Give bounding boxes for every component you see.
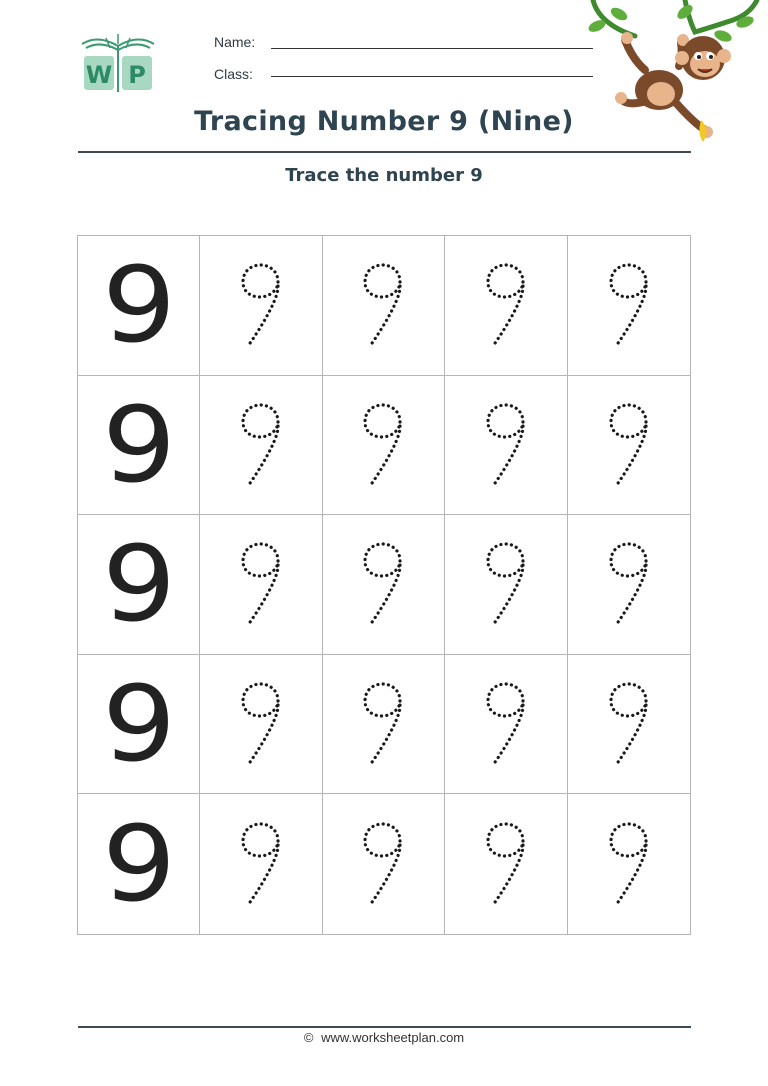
svg-text:W: W (85, 61, 113, 89)
model-digit: 9 (101, 663, 176, 786)
trace-digit-cell[interactable] (445, 794, 567, 934)
dotted-trace-digit[interactable] (602, 541, 656, 627)
name-label: Name: (214, 34, 256, 50)
class-field[interactable] (271, 76, 593, 77)
name-field[interactable] (271, 48, 593, 49)
model-digit-cell (78, 376, 200, 516)
trace-digit-cell[interactable] (200, 655, 322, 795)
model-digit: 9 (101, 523, 176, 646)
trace-digit-cell[interactable] (568, 655, 690, 795)
dotted-trace-digit[interactable] (356, 821, 410, 907)
class-label: Class: (214, 66, 253, 82)
copyright-icon: © (303, 1030, 314, 1045)
trace-digit-cell[interactable] (445, 655, 567, 795)
trace-digit-cell[interactable] (323, 376, 445, 516)
trace-digit-cell[interactable] (445, 515, 567, 655)
footer-url[interactable]: www.worksheetplan.com (321, 1030, 465, 1045)
model-digit: 9 (101, 383, 176, 506)
model-digit-cell (78, 655, 200, 795)
trace-digit-cell[interactable] (323, 515, 445, 655)
trace-digit-cell[interactable] (568, 236, 690, 376)
trace-digit-cell[interactable] (568, 515, 690, 655)
footer (0, 1030, 768, 1045)
dotted-trace-digit[interactable] (234, 541, 288, 627)
dotted-trace-digit[interactable] (602, 681, 656, 767)
trace-digit-cell[interactable] (200, 515, 322, 655)
model-digit-cell (78, 515, 200, 655)
trace-digit-cell[interactable] (323, 794, 445, 934)
model-digit-cell (78, 794, 200, 934)
dotted-trace-digit[interactable] (234, 402, 288, 488)
dotted-trace-digit[interactable] (356, 681, 410, 767)
trace-digit-cell[interactable] (445, 376, 567, 516)
dotted-trace-digit[interactable] (234, 262, 288, 348)
dotted-trace-digit[interactable] (479, 821, 533, 907)
dotted-trace-digit[interactable] (479, 262, 533, 348)
title-divider (78, 151, 691, 153)
trace-digit-cell[interactable] (568, 794, 690, 934)
open-book-icon (82, 34, 154, 58)
dotted-trace-digit[interactable] (479, 681, 533, 767)
trace-digit-cell[interactable] (568, 376, 690, 516)
model-digit-cell (78, 236, 200, 376)
dotted-trace-digit[interactable] (234, 681, 288, 767)
model-digit: 9 (101, 803, 176, 926)
trace-digit-cell[interactable] (200, 794, 322, 934)
worksheetplan-logo (78, 30, 158, 94)
instructions: Trace the number 9 (285, 165, 483, 186)
model-digit: 9 (101, 244, 176, 367)
tracing-grid (77, 235, 691, 935)
page-title: Tracing Number 9 (Nine) (194, 106, 574, 137)
dotted-trace-digit[interactable] (602, 402, 656, 488)
dotted-trace-digit[interactable] (356, 262, 410, 348)
dotted-trace-digit[interactable] (602, 262, 656, 348)
dotted-trace-digit[interactable] (234, 821, 288, 907)
trace-digit-cell[interactable] (200, 236, 322, 376)
dotted-trace-digit[interactable] (356, 402, 410, 488)
trace-digit-cell[interactable] (323, 655, 445, 795)
trace-digit-cell[interactable] (445, 236, 567, 376)
trace-digit-cell[interactable] (200, 376, 322, 516)
dotted-trace-digit[interactable] (479, 541, 533, 627)
svg-text:P: P (128, 61, 146, 89)
dotted-trace-digit[interactable] (356, 541, 410, 627)
footer-divider (78, 1026, 691, 1028)
trace-digit-cell[interactable] (323, 236, 445, 376)
dotted-trace-digit[interactable] (602, 821, 656, 907)
dotted-trace-digit[interactable] (479, 402, 533, 488)
